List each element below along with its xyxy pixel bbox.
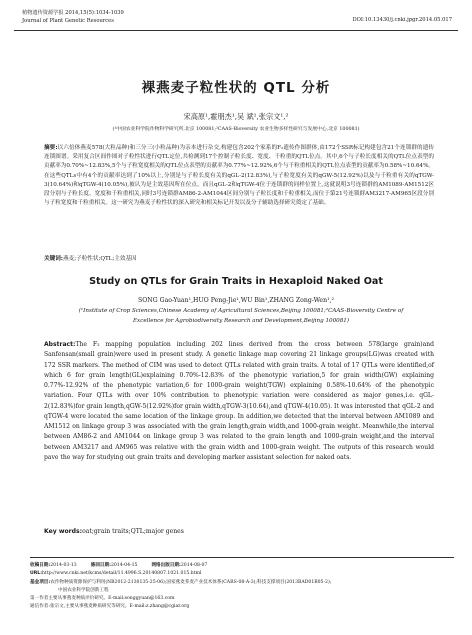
authors-en: SONG Gao-Yuan¹,HUO Peng-Jie¹,WU Bin¹,ZHANG Zong-Wen¹,² xyxy=(138,297,334,304)
keywords-cn-label: 关键词: xyxy=(44,256,64,262)
paper-title-en: Study on QTLs for Grain Traits in Hexaploid Naked Oat xyxy=(89,276,383,287)
paper-title-cn: 裸燕麦子粒性状的 QTL 分析 xyxy=(141,80,331,96)
affiliation-en: (¹Institute of Crop Sciences,Chinese Academy of Agricultural Sciences,Beijing 100081;²CAAS-Bioversity Centre of Excellence for Agrobiodiversity Research and Development,Beijing 100081) xyxy=(78,308,404,324)
url-label: URL: xyxy=(30,571,43,577)
revised-date: 2014-04-15 xyxy=(110,563,138,568)
keywords-en-label: Key words: xyxy=(44,528,83,535)
keywords-en-text: oat;grain traits;QTL;major genes xyxy=(82,528,184,535)
first-author-note: 第一作者主要从事燕麦种质评价研究。E-mail:songgyuan@163.com xyxy=(30,596,175,602)
authors-cn: 宋高原¹,霍朋杰¹,吴 斌¹,张宗文¹,² xyxy=(183,112,289,121)
online-date: 2014-08-07 xyxy=(180,563,208,568)
doi: DOI:10.13430/j.cnki.jpgr.2014.05.017 xyxy=(352,17,452,23)
keywords-cn xyxy=(44,254,137,262)
online-label: 网络出版日期: xyxy=(151,563,181,568)
received-label: 收稿日期: xyxy=(30,563,51,568)
funding-text-2: 中国农业科学院创新工程 xyxy=(58,587,109,593)
keywords-en xyxy=(44,528,184,535)
funding-text-1: 农作物种质资源保护与利用(NB2012-2130135-25-06);国家燕麦荞麦产业技术体系(CARS-08-A-3);科技支撑项目(2013BAD01B05-2); xyxy=(50,579,332,585)
revised-label: 修回日期: xyxy=(90,563,111,568)
received-date: 2014-03-13 xyxy=(50,563,77,568)
keywords-cn-text: 燕麦;子粒性状;QTL;主效基因 xyxy=(63,256,137,262)
affiliation-cn: (¹中国农业科学院作物科学研究所,北京 100081;²CAAS-Bioversity 农业生物多样性研究与发展中心,北京 100081) xyxy=(112,127,360,132)
funding-line xyxy=(30,579,454,587)
journal-info xyxy=(22,10,124,25)
abstract-cn xyxy=(44,144,434,208)
journal-header xyxy=(14,8,458,31)
abstract-en xyxy=(44,340,434,463)
dates-line xyxy=(30,562,454,570)
abstract-en-text: The F₂ mapping population including 202 lines derived from the cross between 578(large grain)and Sanfensan(small grain)were used in present study. A genetic linkage map covering 21 linkage groups(LG)was created with 172 SSR markers. The method of CIM was used to detect QTLs related with grain traits. A total of 17 QTLs were identified,of which 6 for grain length(GL)explaining 0.70%-12.83% of the phenotypic variation,5 for grain width(GW) explaining 0.77%-12.92% of the phenotypic variation,6 for 1000-grain weight(TGW) explaining 0.58%-10.64% of the phenotypic variation. Four QTLs with over 10% contribution to phenotypic variation were considered as major genes,i.e. qGL-2(12.83%)for grain length,qGW-5(12.92%)for grain width,qTGW-3(10.64),and qTGW-4(10.05). It was interested that qGL-2 and qTGW-4 were located the same location of the linkage group. In addition,we detected that the interval between AM1089 and AM1512 on linkage group 3 was associated with the grain length,grain width,and 1000-grain weight. Meanwhile,the interval between AM86-2 and AM1044 on linkage group 3 was related to the grain length and 1000-grain weight,and the interval between AM3217 and AM965 was relative with the grain width and 1000-grain weight. The outputs of this research would pave the way for studying out grain traits and developing marker assistant selection for naked oats. xyxy=(44,341,434,461)
abstract-cn-text: 以六倍体燕麦578(大粒品种)和三分三(小粒品种)为亲本进行杂交,构建包含202个家系的F₂遗传作图群体,由172个SSR标记构建包含21个连锁群的遗传连锁图谱。采用复合区间作图对子粒性状进行QTL定位,共检测到17个控制子粒长度、宽度、千粒重的QTL位点。其中,6个与子粒长度相关的QTL位点表型的贡献率为0.70%~12.83%,5个与子粒宽度相关的QTL位点表型的贡献率为0.77%~12.92%,6个与千粒重相关的QTL位点表型的贡献率为0.58%~10.64%。在这些QTLs中有4个的贡献率达到了10%以上,分别是与子粒长度有关的qGL-2(12.83%),与子粒宽度有关的qGW-5(12.92%)以及与千粒重有关的qTGW-3(10.64%)和qTGW-4(10.05%),被认为是主效基因所在位点。而且qGL-2和qTGW-4位于连锁群的同样位置上,这就说明3号连锁群的AM1089-AM1512区段分别与子粒长度、宽度和千粒重相关,同时3号连锁群AM86-2-AM1044区间分别与子粒长度和千粒重相关,而位于第21号连锁群AM3217-AM965区段分别与子粒宽度和千粒重相关。这一研究为燕麦子粒性状的深入研究和相关标记开发以及分子辅助选择研究奠定了基础。 xyxy=(44,145,434,207)
footnotes xyxy=(30,557,454,612)
corresponding-author-note: 通信作者:张宗文,主要从事燕麦种质研究等研究。E-mail:z.zhang@cgiar.org xyxy=(30,604,190,610)
journal-name-cn: 植物遗传资源学报 2014,15(5):1034-1039 xyxy=(22,10,124,16)
url-line xyxy=(30,570,454,578)
url-link[interactable]: http://www.cnki.net/kcms/detail/11.4996.S.20140807.1021.015.html xyxy=(42,571,202,577)
abstract-en-label: Abstract: xyxy=(44,341,76,348)
abstract-cn-label: 摘要: xyxy=(44,145,58,151)
funding-label: 基金项目: xyxy=(30,579,51,585)
journal-name-en: Journal of Plant Genetic Resources xyxy=(22,17,114,24)
